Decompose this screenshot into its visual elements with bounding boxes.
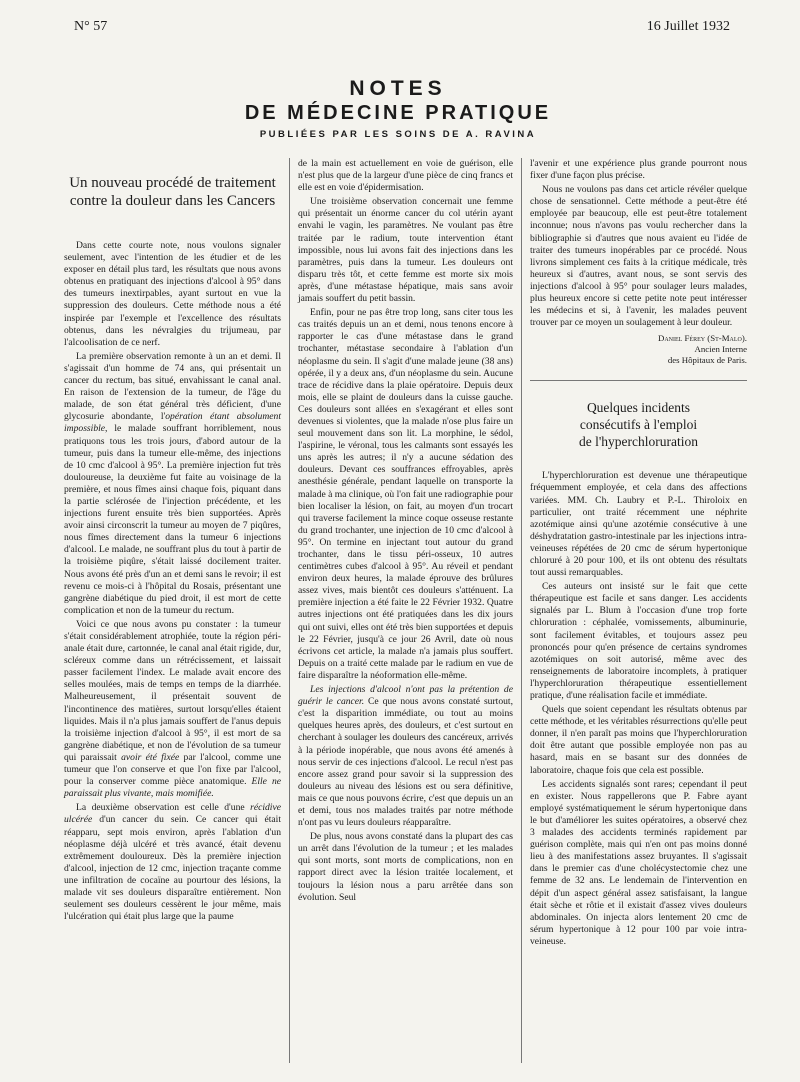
article2-title-line1: Quelques incidents [586, 400, 691, 416]
column-2 [289, 158, 522, 1063]
text-run: La première observation remonte à un an et demi. Il s'agissait d'un homme de 74 ans, qui présentait un cancer du rectum, bas situé, envahissant le canal anal. En raison de l'extension de la tumeur, de l'âge du malade, de son état général très déficient, d'une glycosurie abondante, l' [64, 350, 281, 423]
article1-paragraph: Nous ne voulons pas dans cet article révéler quelque chose de sensationnel. Cette méthode a peut-être été employée par beaucoup, elle est peut-être totalement inconnue; nous n'avons pas voulu rechercher dans la bibliographie si d'autres que nous avaient eu l'idée de traiter des tumeurs inopérables par ce procédé. Nous livrons simplement ces faits à la critique médicale, très heureux si d'autres, avant nous, se sont servis des injections d'alcool à 95° pour soulager leurs malades, plus heureux encore si cette petite note peut intéresser les médecins et si, à l'avenir, les malades peuvent trouver par ce moyen un soulagement à leur douleur. [530, 184, 747, 329]
article2-paragraph: Les accidents signalés sont rares; cependant il peut en exister. Nous rappellerons que P. Fabre ayant employé systématiquement le sérum hypertonique dans le but d'améliorer les suites opératoires, a observé chez 3 malades des accidents terminés rapidement par guérison complète, mais qui n'en ont pas moins donné lieu à des manifestations assez bruyantes. Il s'agissait dans le premier cas d'une cholécystectomie chez une femme de 32 ans. Le lendemain de l'intervention en dépit d'un aspect général assez satisfaisant, la langue était sèche et rôtie et il existait d'assez vives douleurs abdominales. On injecta alors lentement 20 cmc de sérum hypertonique à 12 pour 100 par voie intra-veineuse. [530, 778, 747, 947]
author-name: Daniel Férey (St-Malo). [657, 333, 747, 344]
text-run: Voici ce que nous avons pu constater : la tumeur s'était considérablement atrophiée, toute la région péri-anale était dure, cartonnée, le canal anal était rigide, dur, scléreux comme dans un rétrécissement, et laissait passer facilement l'index. Le malade avait encore des selles moulées, mais de temps en temps de la diarrhée. Malheureusement, il présentait souvent de l'incontinence des matières, surtout lorsqu'elles étaient liquides. Mais il n'a plus jamais souffert de l'anus depuis la troisième injection d'alcool à 95°, il est mort de sa gangrène diabétique, et non de l'évolution de sa tumeur qui paraissait [64, 618, 281, 763]
article1-paragraph: de la main est actuellement en voie de guérison, elle n'est plus que de la largeur d'une pièce de cinq francs et elle est en voie d'épidermisation. [298, 158, 513, 194]
author-signature [530, 333, 747, 366]
article2-title [530, 399, 747, 450]
masthead-line1: NOTES [349, 77, 447, 100]
text-run: Ce que nous avons constaté surtout, c'est la disparition immédiate, ou tout au moins quelques heures après, des douleurs, et c'est surtout en cherchant à soulager les douleurs des cancéreux, arrivés à la période inopérable, que nous avons été amenés à nous servir de ces injections d'alcool. Le recul n'est pas encore assez grand pour savoir si la suppression des douleurs au niveau des lésions est ou sera définitive, mais ce que nous pouvons écrire, c'est que depuis un an et demi, tous nos malades traités par notre méthode n'ont pas vu leurs douleurs réapparaître. [298, 696, 513, 829]
article1-title [64, 174, 281, 210]
article2-paragraph: Ces auteurs ont insisté sur le fait que cette thérapeutique est facile et sans danger. Les accidents signalés par L. Blum à l'occasion d'une trop forte chloruration : céphalée, vomissements, albuminurie, sont facilement évitables, et toujours assez peu prononcés pour qu'en présence de certains syndromes azotémiques on soit autorisé, même avec des renseignements de laboratoire incomplets, à pratiquer l'hyperchloruration thérapeutique essentiellement pratique, d'une réalisation facile et immédiate. [530, 581, 747, 701]
column-3 [522, 158, 755, 1063]
article1-paragraph: De plus, nous avons constaté dans la plupart des cas un arrêt dans l'évolution de la tumeur ; et les malades qui sont morts, sont morts de complications, non en rapport direct avec la lésion traitée localement, et toujours la lésion nous a paru arrêtée dans son évolution. Seul [298, 831, 513, 903]
article1-paragraph [64, 619, 281, 800]
issue-date: 16 Juillet 1932 [646, 19, 730, 34]
article2-paragraph: Quels que soient cependant les résultats obtenus par cette méthode, et les véritables résurrections qu'elle peut donner, il n'en paraît pas moins que l'hyperchloruration doit être autant que possible employée non pas au hasard, mais en se basant sur des données de laboratoire, chaque fois que cela est possible. [530, 704, 747, 776]
article2-paragraph: L'hyperchloruration est devenue une thérapeutique fréquemment employée, et cela dans des affections variées. MM. Ch. Laubry et P.-L. Thiroloix en particulier, ont traité récemment une néphrite azotémique ainsi qu'une azotémie consécutive à une déshydratation gastro-intestinale par les injections intra-veineuses répétées de 20 cmc de sérum hypertonique chloruré à 20 pour 100, et ils ont obtenu des résultats tout aussi remarquables. [530, 470, 747, 579]
masthead-line2: DE MÉDECINE PRATIQUE [244, 102, 552, 124]
article1-paragraph [64, 351, 281, 617]
article2-title-line3: de l'hyperchloruration [578, 434, 698, 450]
masthead [48, 76, 748, 140]
article1-paragraph: Une troisième observation concernait une femme qui présentait un énorme cancer du col utérin ayant envahi le vagin, les paramètres. Ne voulant pas être traitée par le radium, toute intervention étant impossible, nous lui avons fait des injections dans les paramètres, puis dans la tumeur. Les douleurs ont disparu très tôt, et cette femme est morte six mois après, d'une métastase hépatique, mais sans avoir jamais souffert du petit bassin. [298, 196, 513, 305]
emphasis-text: opération étant absolument impossible [64, 411, 281, 435]
section-divider [530, 380, 747, 381]
column-1 [56, 158, 289, 1063]
article-columns [56, 158, 756, 1063]
article1-paragraph [64, 802, 281, 923]
emphasis-text: Elle ne paraissait plus vivante, mais momifiée. [64, 776, 281, 800]
page-header [48, 14, 748, 40]
article1-paragraph: Dans cette courte note, nous voulons signaler seulement, avec l'intention de les étudier et de les exposer en détail plus tard, les résultats que nous avons obtenus en pratiquant des injections d'alcool à 95° dans des tumeurs inextirpables, ayant surtout en vue la suppression des douleurs. Cette méthode nous a été inspirée par l'exemple et l'excellence des résultats obtenus, dans les névralgies du trijumeau, par l'alcoolisation de ce nerf. [64, 240, 281, 348]
article1-title-line2: contre la douleur dans les Cancers [69, 193, 276, 209]
article2-title-line2: consécutifs à l'emploi [579, 417, 698, 433]
text-run: La deuxième observation est celle d'une [76, 802, 251, 814]
text-run: par l'alcool, comme une tumeur que l'on conserve et que l'on fixe par l'alcool, pour la conserver comme pièce anatomique. [64, 751, 281, 788]
text-run: d'un cancer du sein. Ce cancer qui était réapparu, sept mois environ, après l'ablation d'un néoplasme déjà ulcéré et très avancé, était devenu extrêmement douloureux. Dès la première injection d'alcool, injection de 12 cmc, injection traçante comme une infiltration de cocaïne au pourtour des lésions, la malade vit ses douleurs disparaître entièrement. Non seulement ses douleurs cessèrent le jour même, mais l'ulcération qui était plus large que la paume [64, 814, 281, 923]
emphasis-text: récidive ulcérée [64, 802, 281, 826]
article1-paragraph: l'avenir et une expérience plus grande pourront nous fixer d'une façon plus précise. [530, 158, 747, 182]
author-role: Ancien Interne [694, 344, 747, 355]
article1-paragraph: Enfin, pour ne pas être trop long, sans citer tous les cas traités depuis un an et demi, nous tenons encore à rapporter le cas d'une métastase dans le grand trochanter, métastase secondaire à l'ablation d'un néoplasme du sein. Il s'agit d'une malade jeune (38 ans) opérée, il y a deux ans, d'un néoplasme du sein. Aucune trace de récidive dans la plaie opératoire. Depuis deux mois, elle se plaint de douleurs dans la cuisse gauche. Ces douleurs sont allées en s'exagérant et elles sont devenues si violentes, que la malade n'ose plus faire un seul mouvement dans son lit. La morphine, le sédol, l'aspirine, le véronal, tous les calmants sont essayés les uns après les autres; il n'y a aucune sédation des douleurs. Devant ces souffrances effroyables, après anesthésie générale, pendant laquelle on transporte la malade à ma clinique, où l'on fait une radiographie pour bien localiser la lésion, on fait, au moyen d'un trocart qui traverse facilement la mince coque osseuse restante du grand trochanter, une injection de 10 cmc d'alcool à 95°. On termine en injectant tout autour du grand trochanter, dans le tissu péri-osseux, 10 autres centimètres cubes d'alcool à 95°. Au réveil et pendant environ deux heures, la malade éprouve des brûlures assez vives, mais bientôt ces douleurs s'atténuent. La première injection a été faite le 22 Février 1932. Quatre autres injections ont été pratiquées dans les dix jours qui ont suivi, elles ont été très bien supportées et depuis le 22 Février, jusqu'à ce jour 26 Avril, date où nous écrivons cet article, la malade n'a jamais plus souffert. Depuis on a traité cette malade par le radium en vue de faire disparaître la néoformation elle-même. [298, 307, 513, 681]
author-role: des Hôpitaux de Paris. [667, 355, 747, 366]
article1-title-line1: Un nouveau procédé de traitement [69, 175, 276, 191]
article1-paragraph [298, 684, 513, 829]
emphasis-text: Les injections d'alcool n'ont pas la prétention de guérir le cancer. [298, 684, 513, 708]
issue-number: N° 57 [74, 19, 108, 34]
masthead-line3: PUBLIÉES PAR LES SOINS DE A. RAVINA [259, 129, 537, 140]
emphasis-text: avoir été fixée [121, 751, 180, 763]
text-run: , le malade souffrant horriblement, nous pratiquons tous les trois jours, d'abord autour de la tumeur, puis dans la tumeur elle-même, des injections de 10 cmc d'alcool à 95°. La première injection fut très douloureuse, la deuxième fut faite au voisinage de la première, et nous fîmes ainsi chaque fois, piquant dans la partie sclérosée de l'injection précédente, et les injections furent ensuite très bien supportées. Après avoir ainsi circonscrit la tumeur au moyen de 7 piqûres, nous fîmes directement dans la tumeur 6 injections d'alcool. Le malade, ne souffrant plus du tout à partir de la troisième piqûre, s'était laissé docilement traiter. Nous avons été près d'un an et demi sans le revoir; il est revenu ce mois-ci à l'hôpital du Rosais, présentant une gangrène diabétique du pied droit, il est mort de cette complication et non de la tumeur du rectum. [64, 423, 281, 616]
